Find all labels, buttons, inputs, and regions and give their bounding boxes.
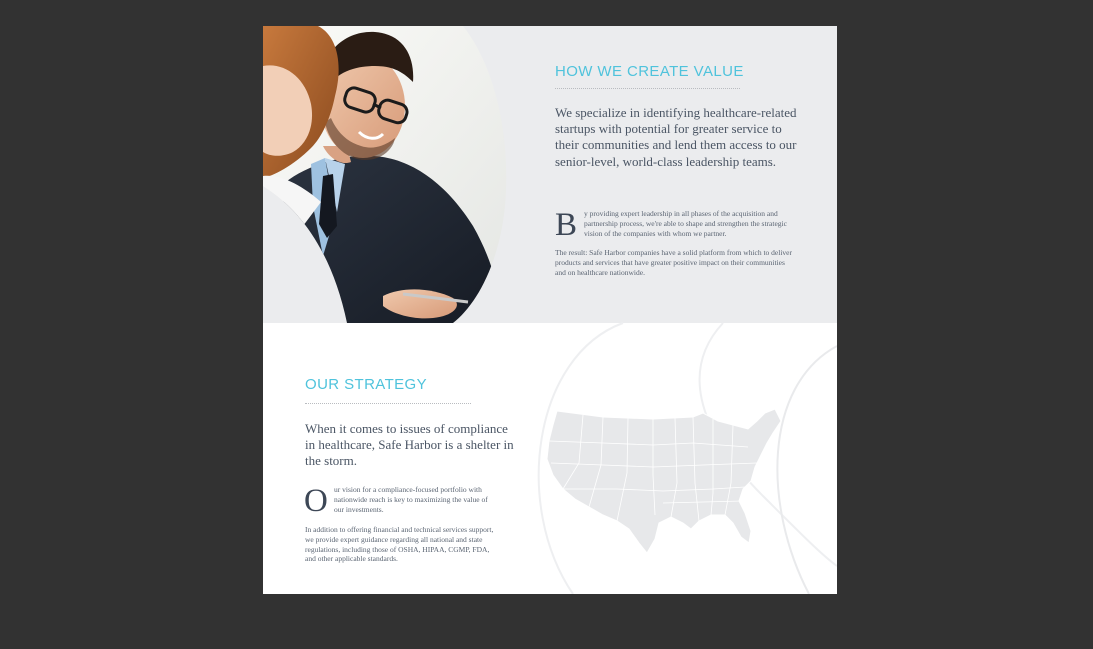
value-dropcap: B xyxy=(555,207,578,243)
strategy-heading-divider xyxy=(305,403,471,404)
strategy-lead-text: When it comes to issues of compliance in healthcare, Safe Harbor is a shelter in the storm. xyxy=(305,421,514,469)
brochure-page xyxy=(263,26,837,594)
strategy-dropcap: O xyxy=(304,483,328,519)
strategy-heading: OUR STRATEGY xyxy=(305,376,428,393)
value-dropcap-paragraph: y providing expert leadership in all phases of the acquisition and partnership process, we're able to shape and strengthen the strategic vision of the companies with whom we partner. xyxy=(584,209,787,238)
strategy-dropcap-paragraph: ur vision for a compliance-focused portfolio with nationwide reach is key to maximizing the value of our investments. xyxy=(334,485,488,514)
us-map xyxy=(533,323,837,594)
us-map-graphic xyxy=(543,403,803,563)
value-lead-text: We specialize in identifying healthcare-related startups with potential for greater service to their communities and lend them access to our senior-level, world-class leadership teams. xyxy=(555,105,797,169)
value-result-paragraph: The result: Safe Harbor companies have a solid platform from which to deliver products and services that have greater positive impact on their communities and on healthcare nationwide. xyxy=(555,248,793,277)
value-heading: HOW WE CREATE VALUE xyxy=(555,63,744,80)
strategy-body-paragraph: In addition to offering financial and technical services support, we provide expert guidance regarding all national and state regulations, including those of OSHA, HIPAA, CGMP, FDA, and other applicable standards. xyxy=(305,525,494,564)
